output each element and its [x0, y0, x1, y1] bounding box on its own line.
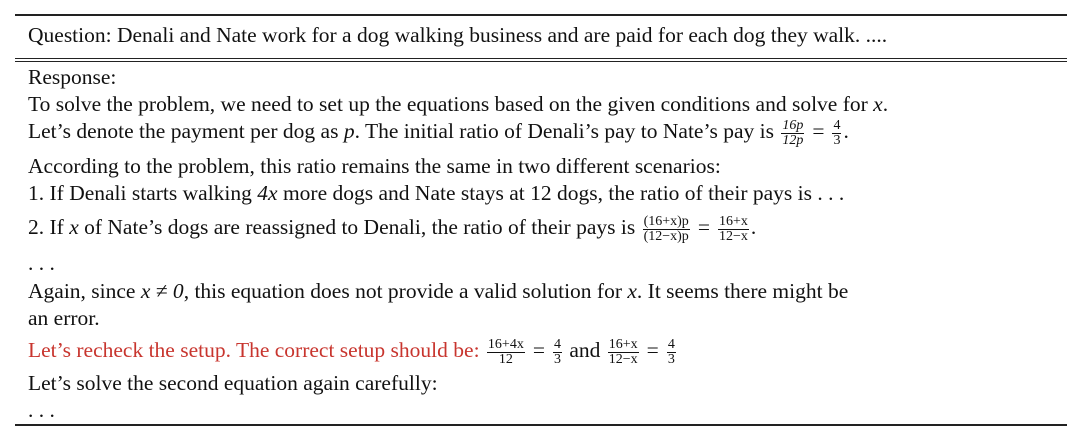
line6-expression: x ≠ 0	[140, 279, 184, 303]
line5-end: .	[750, 215, 757, 239]
line6-text-c: . It seems there might be	[636, 279, 849, 303]
response-line-3	[28, 153, 721, 179]
fraction-4-3	[832, 119, 841, 148]
fraction-16x-12x	[718, 215, 749, 244]
numerator: 4	[833, 117, 841, 133]
line5-text-a: 2. If	[28, 215, 64, 239]
question-label: Question: Denali and Nate work for a dog walking business and are paid for each dog they walk. ....	[28, 23, 888, 47]
equals-sign: =	[646, 338, 659, 362]
numerator: 4	[553, 336, 561, 352]
line5-variable: x	[69, 215, 79, 239]
line3-text: According to the problem, this ratio remains the same in two different scenarios:	[28, 154, 721, 178]
fraction-16px-12xp	[643, 215, 690, 244]
equals-sign: =	[697, 215, 710, 239]
line9-text: Let’s solve the second equation again carefully:	[28, 371, 438, 395]
response-line-6	[28, 278, 848, 304]
line1-variable: x	[873, 92, 883, 116]
line1-end: .	[882, 92, 889, 116]
denominator: 3	[667, 351, 675, 367]
equals-sign: =	[532, 338, 545, 362]
ellipsis-1	[28, 250, 55, 276]
line2-variable: p	[343, 119, 355, 143]
numerator: 4	[667, 336, 675, 352]
denominator: 12p	[782, 132, 804, 148]
equals-sign: =	[812, 119, 825, 143]
fraction-16-4x-12	[487, 338, 525, 367]
response-line-1	[28, 91, 888, 117]
response-heading: Response:	[28, 65, 117, 89]
response-line-7	[28, 305, 100, 331]
line6-text-a: Again, since	[28, 279, 136, 303]
response-line-2	[28, 118, 849, 148]
numerator: 16p	[782, 117, 804, 133]
line4-text-b: more dogs and Nate stays at 12 dogs, the ratio of their pays is . . .	[282, 181, 845, 205]
ellipsis-text-1: . . .	[28, 251, 55, 275]
line5-text-b: of Nate’s dogs are reassigned to Denali, the ratio of their pays is	[84, 215, 636, 239]
line1-text: To solve the problem, we need to set up the equations based on the given conditions and solve for	[28, 92, 868, 116]
top-rule	[15, 14, 1067, 16]
line7-text: an error.	[28, 306, 100, 330]
fraction-4-3-c	[667, 338, 676, 367]
line6-text-b: , this equation does not provide a valid solution for	[183, 279, 622, 303]
response-line-9	[28, 370, 438, 396]
line4-expression: 4x	[257, 181, 278, 205]
and-word: and	[569, 338, 601, 362]
line6-variable: x	[627, 279, 637, 303]
line2-end: .	[843, 119, 849, 143]
denominator: 12	[498, 351, 513, 367]
denominator: 3	[833, 132, 841, 148]
numerator: 16+x	[718, 213, 748, 229]
denominator: (12−x)p	[643, 228, 689, 244]
numerator: 16+x	[608, 336, 638, 352]
bottom-rule	[15, 424, 1067, 426]
response-line-4	[28, 180, 844, 206]
denominator: 3	[553, 351, 561, 367]
numerator: (16+x)p	[643, 213, 689, 229]
recheck-statement: Let’s recheck the setup. The correct setup should be:	[28, 338, 480, 362]
response-line-8	[28, 337, 678, 367]
fraction-16p-12p	[781, 119, 804, 148]
line2-text: Let’s denote the payment per dog as	[28, 119, 339, 143]
question-text	[28, 22, 887, 48]
response-line-5	[28, 214, 756, 244]
denominator: 12−x	[718, 228, 748, 244]
response-label	[28, 64, 116, 90]
separator-rule	[15, 58, 1067, 59]
fraction-16x-12x-b	[608, 338, 639, 367]
denominator: 12−x	[608, 351, 638, 367]
line2-mid: . The initial ratio of Denali’s pay to Nate’s pay is	[354, 119, 774, 143]
ellipsis-text-2: . . .	[28, 398, 55, 422]
numerator: 16+4x	[487, 336, 524, 352]
separator-rule-2	[15, 61, 1067, 62]
fraction-4-3-b	[553, 338, 562, 367]
line4-text-a: 1. If Denali starts walking	[28, 181, 252, 205]
ellipsis-2	[28, 397, 55, 423]
